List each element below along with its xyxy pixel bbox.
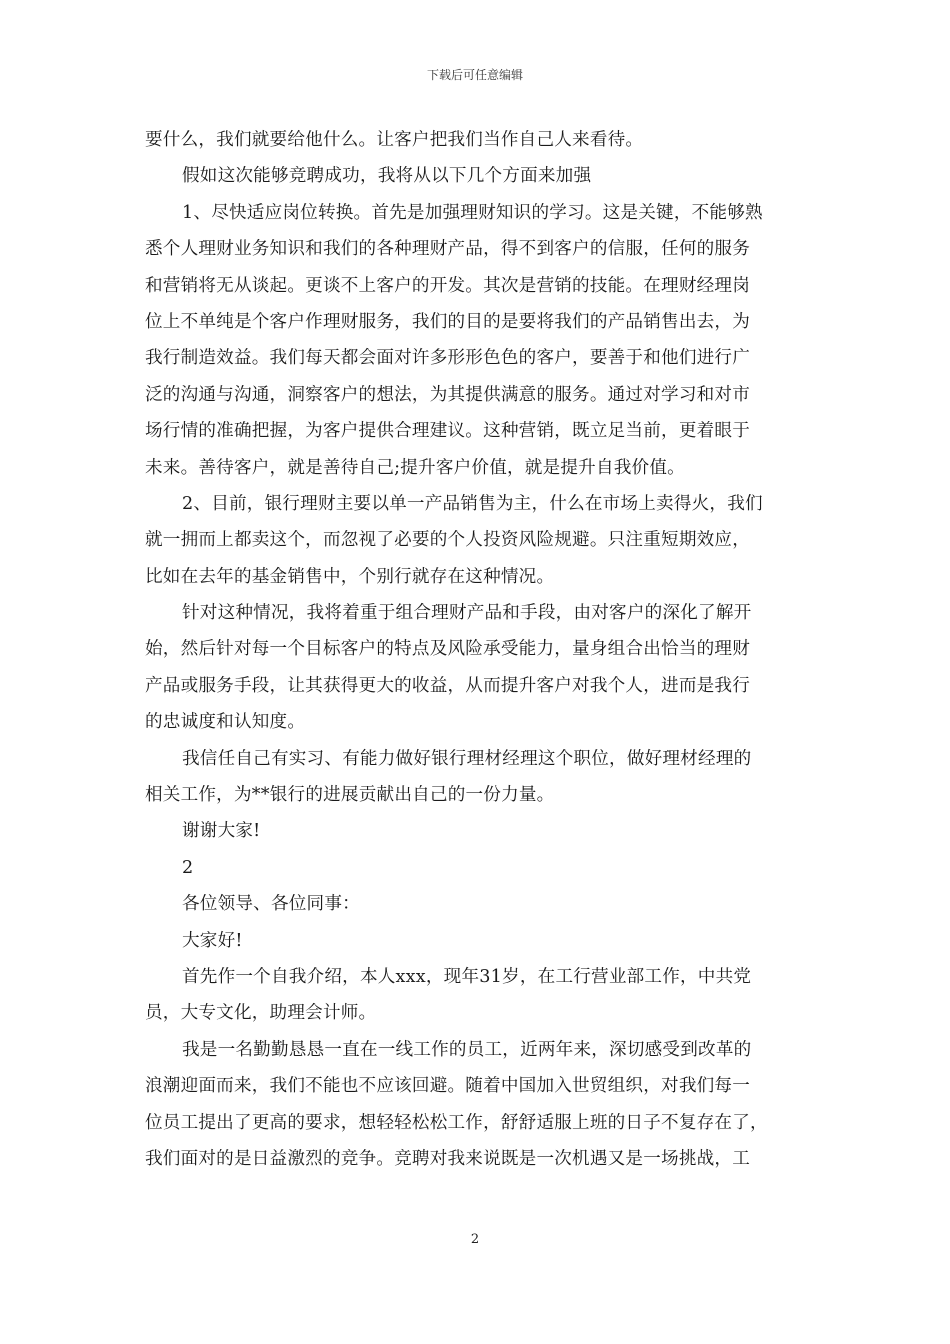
text-line: 的忠诚度和认知度。: [145, 712, 306, 733]
text-line: 首先作一个自我介绍，本人xxx，现年31岁，在工行营业部工作，中共党: [182, 966, 752, 987]
text-line: 我行制造效益。我们每天都会面对许多形形色色的客户，要善于和他们进行广: [145, 348, 750, 369]
text-line: 比如在去年的基金销售中，个别行就存在这种情况。: [145, 566, 555, 587]
text-line: 我是一名勤勤恳恳一直在一线工作的员工，近两年来，深切感受到改革的: [182, 1039, 752, 1060]
text-line: 我信任自己有实习、有能力做好银行理材经理这个职位，做好理材经理的: [182, 748, 752, 769]
text-line: 员，大专文化，助理会计师。: [145, 1003, 377, 1024]
page-header: 下载后可任意编辑: [426, 68, 523, 82]
text-line: 始，然后针对每一个目标客户的特点及风险承受能力，量身组合出恰当的理财: [145, 639, 750, 660]
text-line: 位员工提出了更高的要求，想轻轻松松工作，舒舒适服上班的日子不复存在了，: [145, 1112, 768, 1133]
text-line: 2: [182, 857, 194, 878]
text-line: 场行情的准确把握，为客户提供合理建议。这种营销，既立足当前，更着眼于: [145, 421, 750, 442]
text-line: 谢谢大家!: [182, 821, 261, 842]
text-line: 2、目前，银行理财主要以单一产品销售为主，什么在市场上卖得火，我们: [182, 493, 763, 514]
text-line: 各位领导、各位同事：: [182, 894, 360, 915]
text-line: 未来。善待客户，就是善待自己;提升客户价值，就是提升自我价值。: [145, 457, 685, 478]
text-line: 泛的沟通与沟通，洞察客户的想法，为其提供满意的服务。通过对学习和对市: [145, 384, 750, 405]
text-line: 我们面对的是日益激烈的竞争。竞聘对我来说既是一次机遇又是一场挑战，工: [145, 1148, 750, 1169]
text-line: 大家好!: [182, 930, 243, 951]
text-line: 1、尽快适应岗位转换。首先是加强理财知识的学习。这是关键，不能够熟: [182, 202, 763, 223]
text-line: 悉个人理财业务知识和我们的各种理财产品，得不到客户的信服，任何的服务: [145, 239, 750, 260]
text-line: 要什么，我们就要给他什么。让客户把我们当作自己人来看待。: [145, 130, 644, 150]
text-line: 浪潮迎面而来，我们不能也不应该回避。随着中国加入世贸组织，对我们每一: [145, 1076, 750, 1097]
text-line: 假如这次能够竞聘成功，我将从以下几个方面来加强: [182, 166, 592, 187]
text-line: 就一拥而上都卖这个，而忽视了必要的个人投资风险规避。只注重短期效应，: [145, 530, 750, 551]
text-line: 相关工作，为**银行的进展贡献出自己的一份力量。: [145, 785, 555, 806]
text-line: 针对这种情况，我将着重于组合理财产品和手段，由对客户的深化了解开: [182, 603, 752, 624]
page-number: 2: [470, 1232, 480, 1247]
text-line: 位上不单纯是个客户作理财服务，我们的目的是要将我们的产品销售出去，为: [145, 311, 750, 332]
body-text: [145, 122, 809, 1177]
text-line: 产品或服务手段，让其获得更大的收益，从而提升客户对我个人，进而是我行: [145, 675, 750, 696]
text-line: 和营销将无从谈起。更谈不上客户的开发。其次是营销的技能。在理财经理岗: [145, 275, 750, 296]
